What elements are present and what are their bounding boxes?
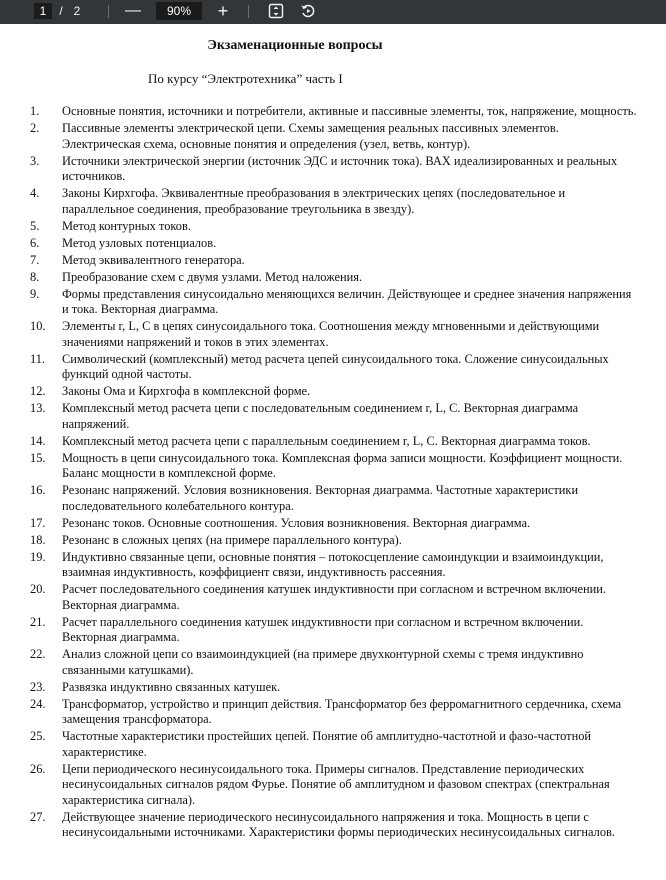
question-text: Анализ сложной цепи со взаимоиндукцией (на примере двухконтурной схемы с тремя индуктивно связанными катушками). [62,647,584,677]
document-subtitle: По курсу “Электротехника” часть I [148,71,343,86]
question-text: Основные понятия, источники и потребители, активные и пассивные элементы, ток, напряжение, мощность. [62,104,637,118]
question-number: 2. [30,121,40,135]
question-item [0,533,640,549]
question-text: Пассивные элементы электрической цепи. Схемы замещения реальных пассивных элементов. Электрическая схема, основные понятия и определения (узел, ветвь, контур). [62,121,559,151]
question-number: 11. [30,351,46,366]
question-text: Действующее значение периодического несинусоидального напряжения и тока. Мощность в цепи с несинусоидальными источниками. Характеристики формы периодических несинусоидальных сигналов. [62,809,615,839]
question-item [0,483,640,514]
question-text: Метод контурных токов. [62,218,191,233]
question-number: 15. [30,450,46,465]
toolbar-divider [108,5,109,18]
question-item [0,762,640,809]
question-text: Метод эквивалентного генератора. [62,252,245,267]
question-number: 7. [30,252,40,267]
question-text: Расчет последовательного соединения катушек индуктивности при согласном и встречном включении. Векторная диаграмма. [62,582,606,612]
question-item [0,550,640,581]
question-number: 6. [30,235,40,250]
document-title: Экзаменационные вопросы [207,38,383,53]
question-item [0,186,640,217]
question-number: 3. [30,153,40,168]
question-number: 23. [30,679,46,694]
zoom-in-button[interactable]: + [217,0,229,21]
question-number: 26. [30,761,46,776]
rotate-button[interactable] [298,0,318,22]
question-text: Цепи периодического несинусоидального тока. Примеры сигналов. Представление периодических несинусоидальных сигналов рядом Фурье. Понятие об амплитудном и фазовом спектрах (спектральная характеристика сигнала). [62,761,610,807]
question-text: Резонанс в сложных цепях (на примере параллельного контура). [62,532,402,547]
question-number: 20. [30,582,46,596]
question-text: Символический (комплексный) метод расчета цепей синусоидального тока. Сложение синусоидальных функций одной частоты. [62,351,609,381]
question-item [0,729,640,760]
question-item [0,434,640,450]
question-item [0,219,640,235]
question-item [0,582,640,613]
question-number: 12. [30,384,46,398]
question-text: Мощность в цепи синусоидального тока. Комплексная форма записи мощности. Коэффициент мощности. Баланс мощности в комплексной форме. [62,450,623,480]
current-page-input[interactable]: 1 [34,3,52,19]
question-text: Источники электрической энергии (источник ЭДС и источник тока). ВАХ идеализированных и реальных источников. [62,153,618,183]
question-text: Индуктивно связанные цепи, основные понятия – потокосцепление самоиндукции и взаимоиндукции, взаимная индуктивность, коэффициент связи, индуктивность рассеяния. [62,549,604,579]
question-item [0,680,640,696]
zoom-out-button[interactable]: — [125,2,141,19]
question-number: 24. [30,696,46,711]
question-item [0,697,640,728]
question-number: 18. [30,532,46,547]
question-text: Развязка индуктивно связанных катушек. [62,679,281,694]
question-text: Элементы r, L, C в цепях синусоидального тока. Соотношения между мгновенными и действующими значениями напряжений и токов в этих элементах. [62,319,600,349]
question-text: Формы представления синусоидально меняющихся величин. Действующее и среднее значения напряжения и тока. Векторная диаграмма. [62,286,632,316]
question-list [0,104,640,842]
question-text: Резонанс напряжений. Условия возникновения. Векторная диаграмма. Частотные характеристики последовательного колебательного контура. [62,483,579,513]
question-text: Резонанс токов. Основные соотношения. Условия возникновения. Векторная диаграмма. [62,515,531,530]
question-item [0,810,640,841]
question-item [0,154,640,185]
question-number: 19. [30,549,46,564]
question-text: Законы Кирхгофа. Эквивалентные преобразования в электрических цепях (последовательное и параллельное соединения, преобразование треугольника в звезду). [62,186,566,216]
question-number: 14. [30,433,46,448]
question-number: 9. [30,286,40,301]
question-number: 8. [30,269,40,284]
question-number: 5. [30,218,40,233]
question-item [0,352,640,383]
question-number: 1. [30,104,40,118]
question-number: 22. [30,647,46,661]
pdf-toolbar [0,0,666,24]
question-item [0,270,640,286]
question-number: 10. [30,319,46,333]
question-number: 13. [30,401,46,415]
question-number: 16. [30,483,46,497]
fit-to-page-button[interactable] [266,0,286,22]
question-text: Преобразование схем с двумя узлами. Метод наложения. [62,269,363,284]
question-text: Частотные характеристики простейших цепей. Понятие об амплитудно-частотной и фазо-частотной характеристике. [62,729,592,759]
question-text: Расчет параллельного соединения катушек индуктивности при согласном и встречном включении. Векторная диаграмма. [62,614,584,644]
question-number: 17. [30,515,46,530]
question-item [0,104,640,120]
question-text: Метод узловых потенциалов. [62,235,217,250]
toolbar-divider [248,5,249,18]
question-text: Комплексный метод расчета цепи с последовательным соединением r, L, C. Векторная диаграмма напряжений. [62,401,579,431]
question-item [0,236,640,252]
total-pages: 2 [73,4,81,18]
question-number: 27. [30,809,46,824]
question-number: 25. [30,729,46,743]
question-number: 21. [30,614,46,629]
page-separator: / [59,4,63,18]
question-item [0,451,640,482]
question-text: Законы Ома и Кирхгофа в комплексной форме. [62,384,311,398]
zoom-level-input[interactable]: 90% [156,2,202,20]
document-page [0,24,666,880]
question-item [0,647,640,678]
question-item [0,384,640,400]
question-item [0,401,640,432]
question-item [0,516,640,532]
question-text: Трансформатор, устройство и принцип действия. Трансформатор без ферромагнитного сердечника, схема замещения трансформатора. [62,696,622,726]
question-number: 4. [30,186,40,200]
question-item [0,319,640,350]
question-text: Комплексный метод расчета цепи с параллельным соединением r, L, C. Векторная диаграмма токов. [62,433,591,448]
fit-page-icon [268,3,284,19]
question-item [0,121,640,152]
question-item [0,287,640,318]
question-item [0,615,640,646]
question-item [0,253,640,269]
rotate-icon [300,3,316,19]
